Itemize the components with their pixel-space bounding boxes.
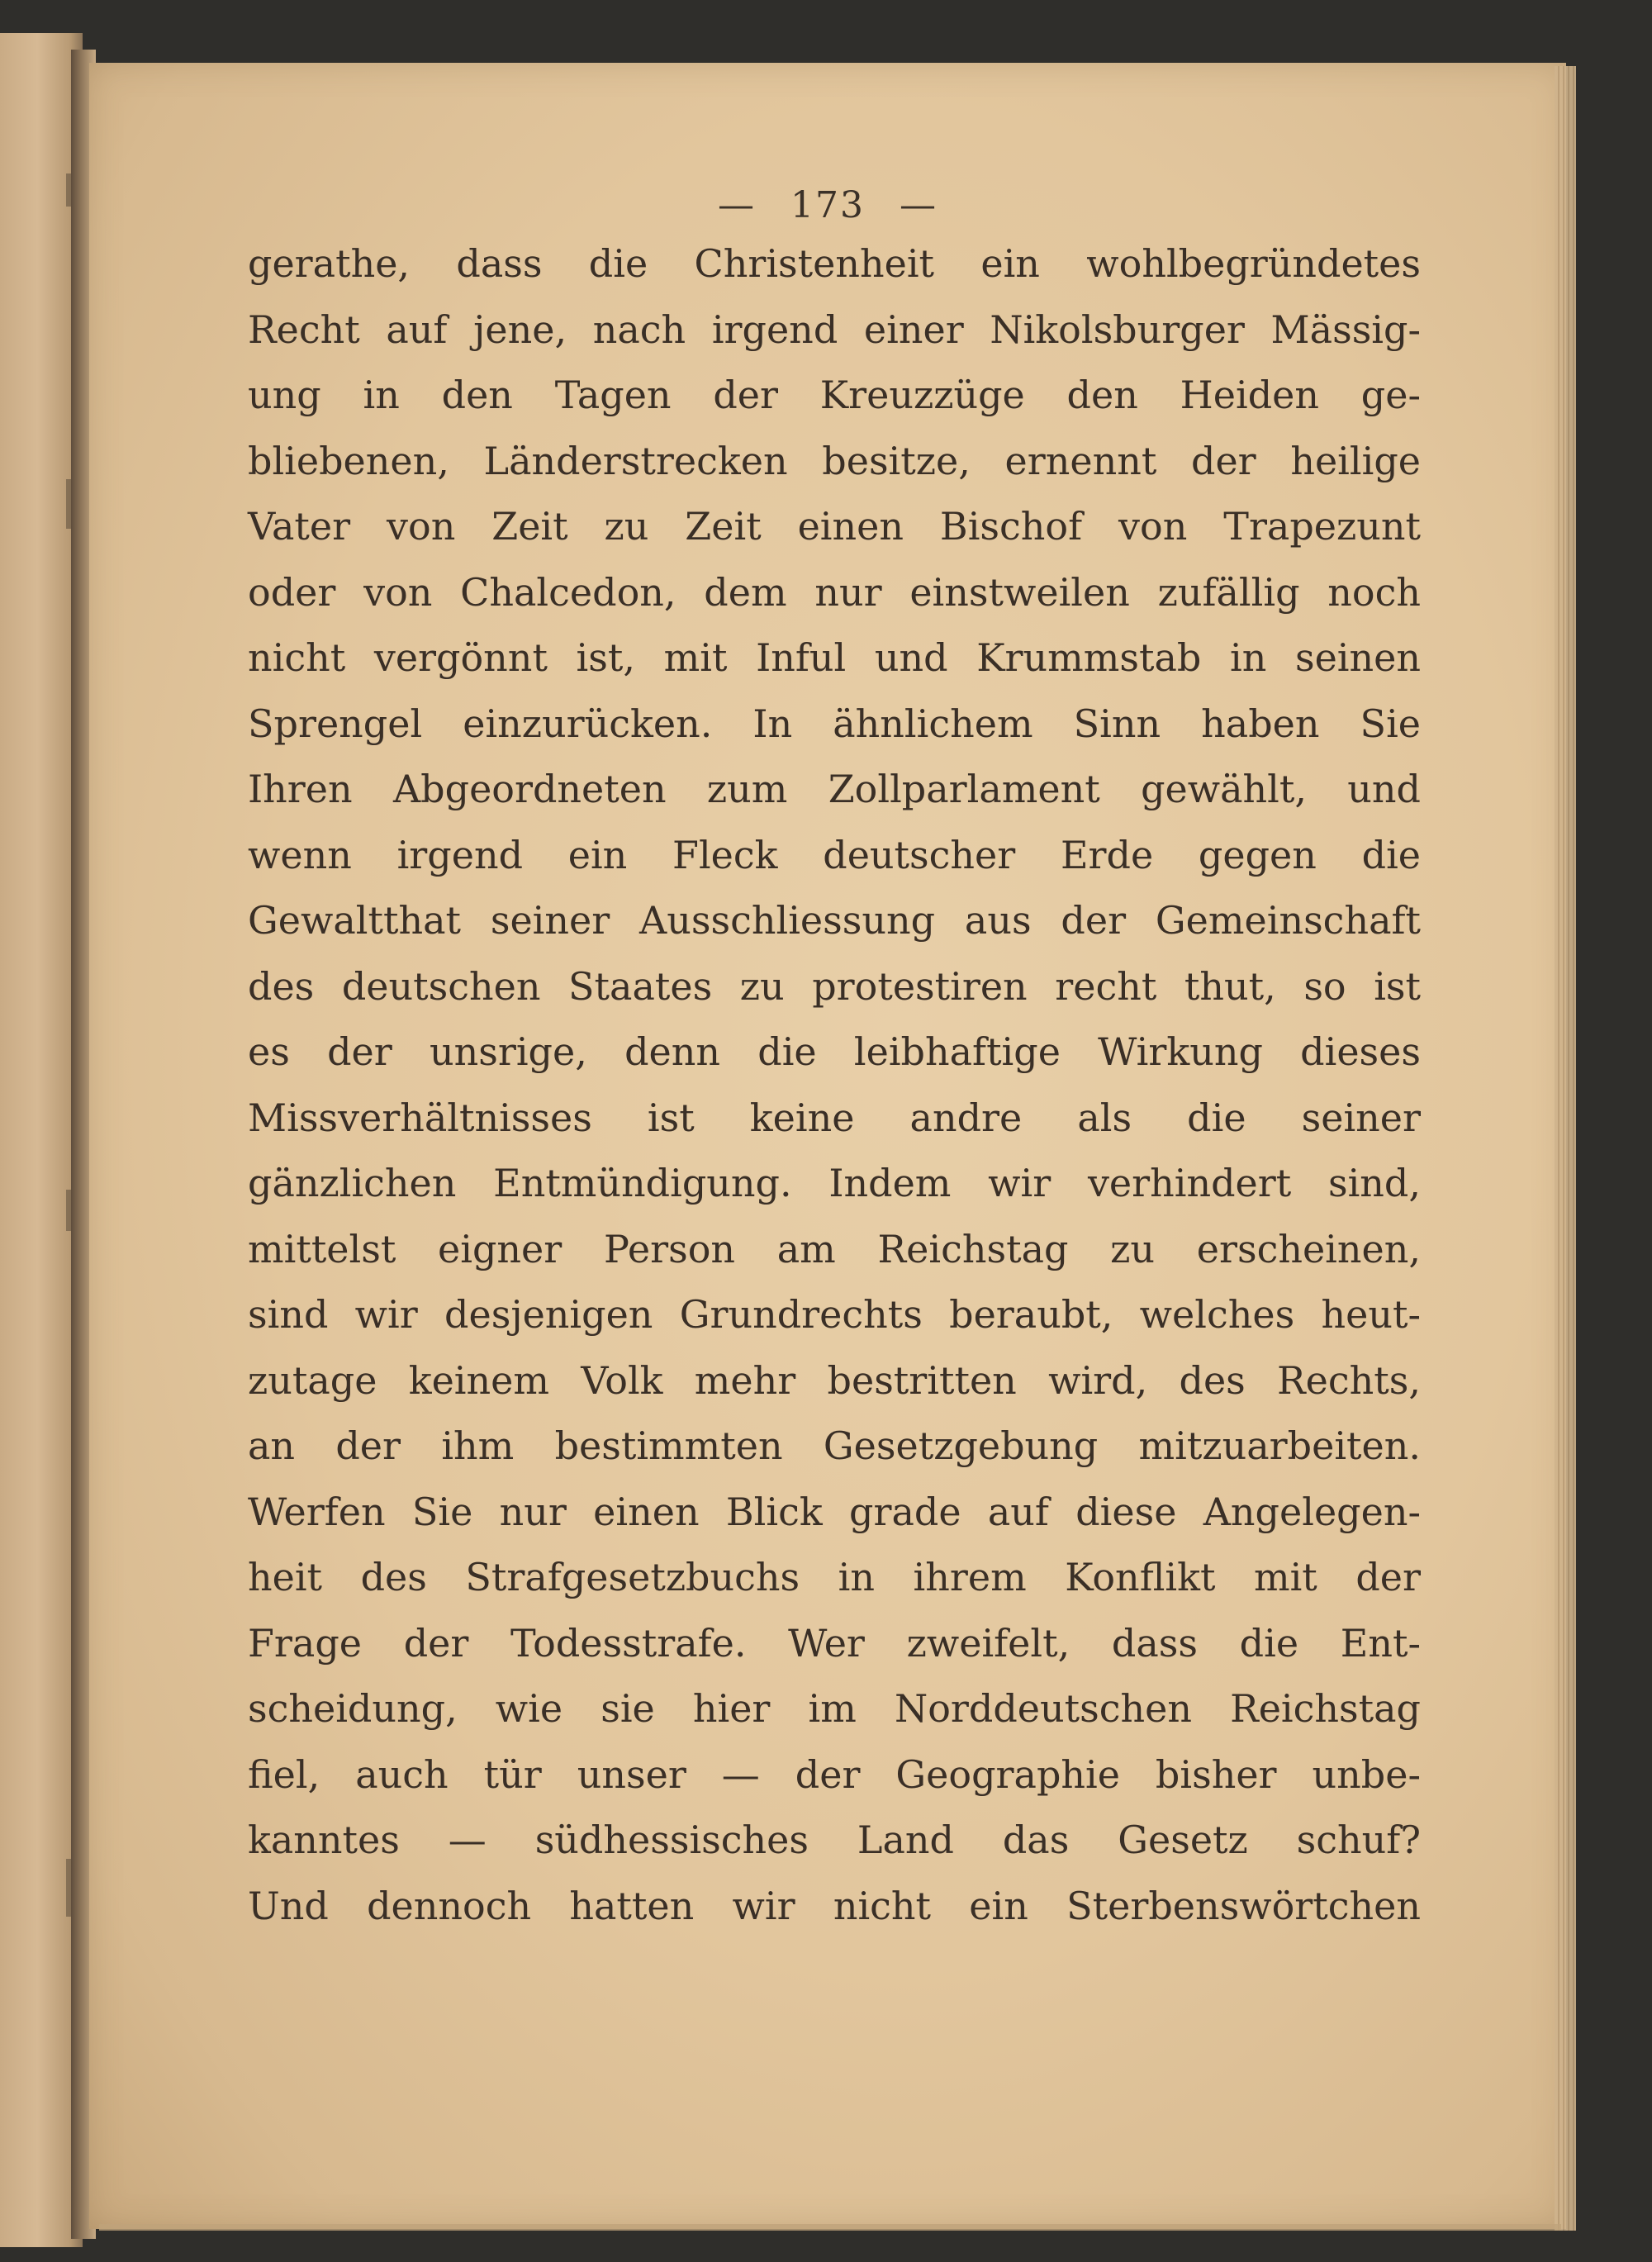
text-line: Gewaltthat seiner Ausschliessung aus der Gemeinschaft	[248, 898, 1421, 943]
text-line: sind wir desjenigen Grundrechts beraubt, welches heut-	[248, 1292, 1421, 1337]
page-stack-edge	[1555, 66, 1576, 2231]
text-line: wenn irgend ein Fleck deutscher Erde gegen die	[248, 832, 1421, 877]
text-line: des deutschen Staates zu protestiren recht thut, so ist	[248, 963, 1421, 1009]
text-line: kanntes — südhessisches Land das Gesetz schuf?	[248, 1818, 1421, 1862]
book-page	[89, 63, 1566, 2229]
text-line: heit des Strafgesetzbuchs in ihrem Konflikt mit der	[248, 1555, 1421, 1599]
text-line: bliebenen, Länderstrecken besitze, ernennt der heilige	[248, 438, 1421, 483]
text-line: an der ihm bestimmten Gesetzgebung mitzuarbeiten.	[248, 1423, 1421, 1468]
text-line: fiel, auch tür unser — der Geographie bisher unbe-	[248, 1751, 1421, 1797]
text-line: gänzlichen Entmündigung. Indem wir verhindert sind,	[248, 1161, 1421, 1205]
page-body-text	[248, 231, 1421, 1939]
text-line: nicht vergönnt ist, mit Inful und Krummstab in seinen	[248, 635, 1421, 680]
page-number: — 173 —	[718, 184, 938, 226]
text-line: es der unsrige, denn die leibhaftige Wirkung dieses	[248, 1029, 1421, 1074]
page-bottom-edge	[99, 2224, 1561, 2231]
text-line: Vater von Zeit zu Zeit einen Bischof von Trapezunt	[248, 504, 1421, 549]
text-line: oder von Chalcedon, dem nur einstweilen zufällig noch	[248, 569, 1421, 615]
text-line: mittelst eigner Person am Reichstag zu erscheinen,	[248, 1226, 1421, 1271]
facing-page-edge	[0, 33, 83, 2247]
text-line: zutage keinem Volk mehr bestritten wird, des Rechts,	[248, 1357, 1421, 1403]
text-line: Sprengel einzurücken. In ähnlichem Sinn haben Sie	[248, 701, 1421, 746]
text-line: scheidung, wie sie hier im Norddeutschen Reichstag	[248, 1686, 1421, 1731]
text-line: Werfen Sie nur einen Blick grade auf diese Angelegen-	[248, 1489, 1421, 1534]
text-line: Und dennoch hatten wir nicht ein Sterbenswörtchen	[248, 1883, 1421, 1928]
text-line: Ihren Abgeordneten zum Zollparlament gewählt, und	[248, 767, 1421, 811]
text-line: Missverhältnisses ist keine andre als die seiner	[248, 1095, 1421, 1140]
text-line: Recht auf jene, nach irgend einer Nikolsburger Mässig-	[248, 307, 1421, 352]
text-line: ung in den Tagen der Kreuzzüge den Heiden ge-	[248, 373, 1421, 417]
text-line: gerathe, dass die Christenheit ein wohlbegründetes	[248, 241, 1421, 286]
text-line: Frage der Todesstrafe. Wer zweifelt, dass die Ent-	[248, 1620, 1421, 1666]
